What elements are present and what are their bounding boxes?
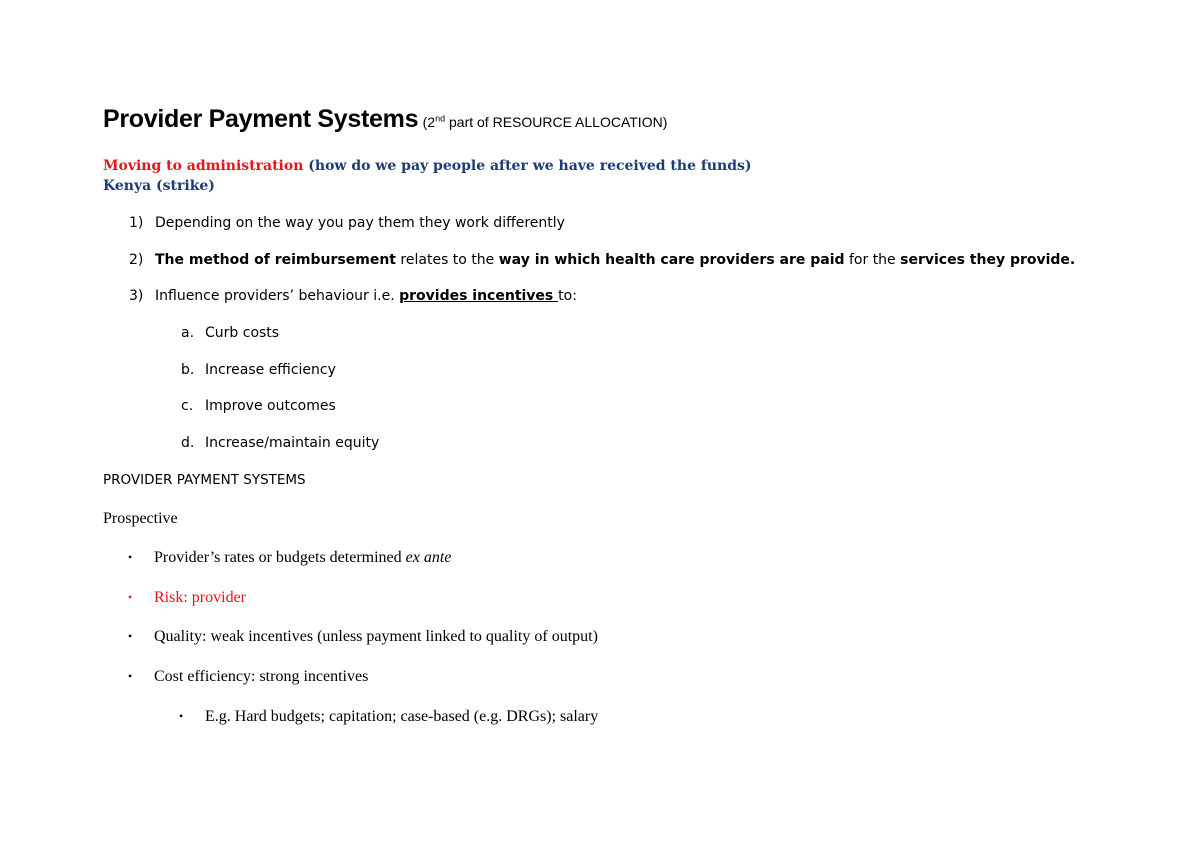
lettered-item-a: a. Curb costs bbox=[181, 325, 280, 341]
lettered-item-b: b. Increase efficiency bbox=[181, 362, 336, 378]
underlined-phrase: provides incentives bbox=[399, 288, 559, 304]
item-marker: 3) bbox=[129, 288, 144, 304]
bullet-item-4: • Cost efficiency: strong incentives bbox=[128, 668, 369, 685]
item-marker: 2) bbox=[129, 252, 144, 268]
lettered-item-c: c. Improve outcomes bbox=[181, 398, 336, 414]
section-heading: PROVIDER PAYMENT SYSTEMS bbox=[103, 472, 306, 488]
kenya-note: Kenya (strike) bbox=[103, 178, 215, 194]
item-marker: 1) bbox=[129, 215, 144, 231]
lettered-item-d: d. Increase/maintain equity bbox=[181, 435, 380, 451]
prospective-label: Prospective bbox=[103, 510, 178, 527]
bullet-item-3: • Quality: weak incentives (unless payment linked to quality of output) bbox=[128, 628, 598, 645]
numbered-item-1 bbox=[129, 215, 565, 231]
sub-bullet-item: • E.g. Hard budgets; capitation; case-based (e.g. DRGs); salary bbox=[179, 708, 599, 725]
item-text: Depending on the way you pay them they work differently bbox=[155, 215, 565, 231]
subheading-blue: (how do we pay people after we have received the funds) bbox=[308, 158, 752, 174]
subheading-red: Moving to administration bbox=[103, 158, 304, 174]
title-line bbox=[103, 105, 667, 134]
title-note: (2nd part of RESOURCE ALLOCATION) bbox=[422, 113, 668, 130]
bullet-icon: • bbox=[128, 669, 133, 683]
bullet-icon: • bbox=[128, 629, 133, 643]
bullet-item-2: • Risk: provider bbox=[128, 589, 246, 606]
subheading bbox=[103, 158, 752, 174]
bullet-icon: • bbox=[128, 590, 133, 604]
bullet-item-1: • Provider’s rates or budgets determined ex ante bbox=[128, 549, 452, 566]
bullet-icon: • bbox=[179, 709, 184, 723]
page-title: Provider Payment Systems bbox=[103, 105, 419, 133]
numbered-item-3: 3) Influence providers’ behaviour i.e. provides incentives to: bbox=[129, 288, 577, 304]
bullet-icon: • bbox=[128, 550, 133, 564]
numbered-item-2: 2) The method of reimbursement relates to the way in which health care providers are paid for the services they provide. bbox=[129, 252, 1076, 268]
